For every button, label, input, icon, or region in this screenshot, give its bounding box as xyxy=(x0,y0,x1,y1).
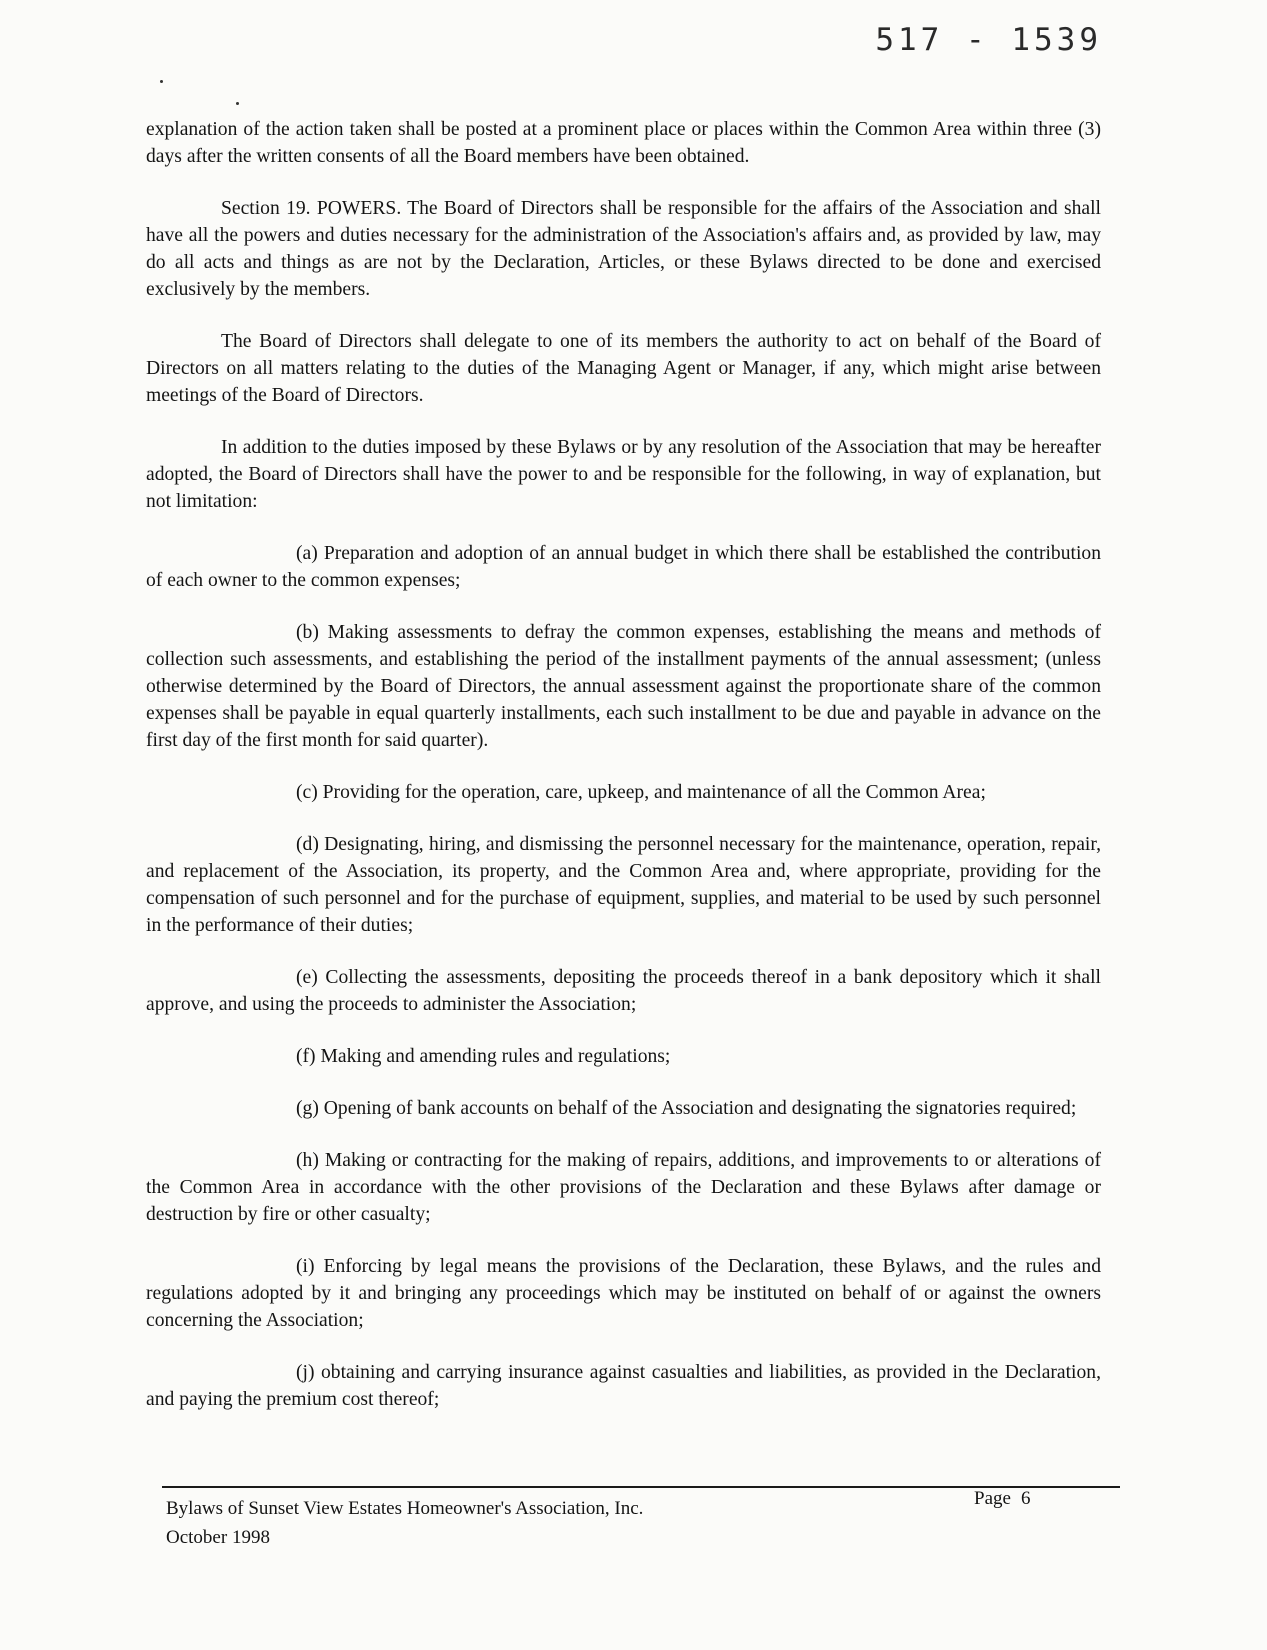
document-body xyxy=(146,116,1101,1438)
scan-speck xyxy=(236,102,239,105)
footer-title: Bylaws of Sunset View Estates Homeowner's Association, Inc. xyxy=(166,1498,644,1519)
page-label: Page xyxy=(974,1488,1011,1509)
paragraph-section-19-powers: Section 19. POWERS. The Board of Directors shall be responsible for the affairs of the Association and shall have all the powers and duties necessary for the administration of the Association's affairs and, as provided by law, may do all acts and things as are not by the Declaration, Articles, or these Bylaws directed to be done and exercised exclusively by the members. xyxy=(146,198,1101,300)
page-number xyxy=(974,1488,1030,1510)
list-item-g: (g) Opening of bank accounts on behalf of the Association and designating the signatories required; xyxy=(296,1098,1077,1119)
footer-date: October 1998 xyxy=(166,1527,270,1548)
list-item-a: (a) Preparation and adoption of an annual budget in which there shall be established the contribution of each owner to the common expenses; xyxy=(146,543,1101,591)
scan-speck xyxy=(160,80,163,83)
list-item-i: (i) Enforcing by legal means the provisions of the Declaration, these Bylaws, and the rules and regulations adopted by it and bringing any proceedings which may be instituted on behalf of or against the owners concerning the Association; xyxy=(146,1256,1101,1331)
paragraph-continuation: explanation of the action taken shall be posted at a prominent place or places within the Common Area within three (3) days after the written consents of all the Board members have been obtained. xyxy=(146,119,1101,167)
list-item-d: (d) Designating, hiring, and dismissing the personnel necessary for the maintenance, operation, repair, and replacement of the Association, its property, and the Common Area and, where appropriate, providing for the compensation of such personnel and for the purchase of equipment, supplies, and material to be used by such personnel in the performance of their duties; xyxy=(146,834,1101,936)
paragraph-additional-duties: In addition to the duties imposed by these Bylaws or by any resolution of the Association that may be hereafter adopted, the Board of Directors shall have the power to and be responsible for the following, in way of explanation, but not limitation: xyxy=(146,437,1101,512)
list-item-c: (c) Providing for the operation, care, upkeep, and maintenance of all the Common Area; xyxy=(296,782,986,803)
page-number-value: 6 xyxy=(1020,1488,1031,1509)
paragraph-delegation: The Board of Directors shall delegate to one of its members the authority to act on behalf of the Board of Directors on all matters relating to the duties of the Managing Agent or Manager, if any, which might arise between meetings of the Board of Directors. xyxy=(146,331,1101,406)
list-item-b: (b) Making assessments to defray the common expenses, establishing the means and methods of collection such assessments, and establishing the period of the installment payments of the annual assessment; (unless otherwise determined by the Board of Directors, the annual assessment against the proportionate share of the common expenses shall be payable in equal quarterly installments, each such installment to be due and payable in advance on the first day of the first month for said quarter). xyxy=(146,622,1101,751)
list-item-f: (f) Making and amending rules and regulations; xyxy=(296,1046,671,1067)
recording-stamp-number: 517 - 1539 xyxy=(875,22,1102,58)
list-item-h: (h) Making or contracting for the making of repairs, additions, and improvements to or alterations of the Common Area in accordance with the other provisions of the Declaration and these Bylaws after damage or destruction by fire or other casualty; xyxy=(146,1150,1101,1225)
list-item-j: (j) obtaining and carrying insurance against casualties and liabilities, as provided in the Declaration, and paying the premium cost thereof; xyxy=(146,1362,1101,1410)
footer-document-info xyxy=(166,1494,643,1552)
list-item-e: (e) Collecting the assessments, depositing the proceeds thereof in a bank depository which it shall approve, and using the proceeds to administer the Association; xyxy=(146,967,1101,1015)
